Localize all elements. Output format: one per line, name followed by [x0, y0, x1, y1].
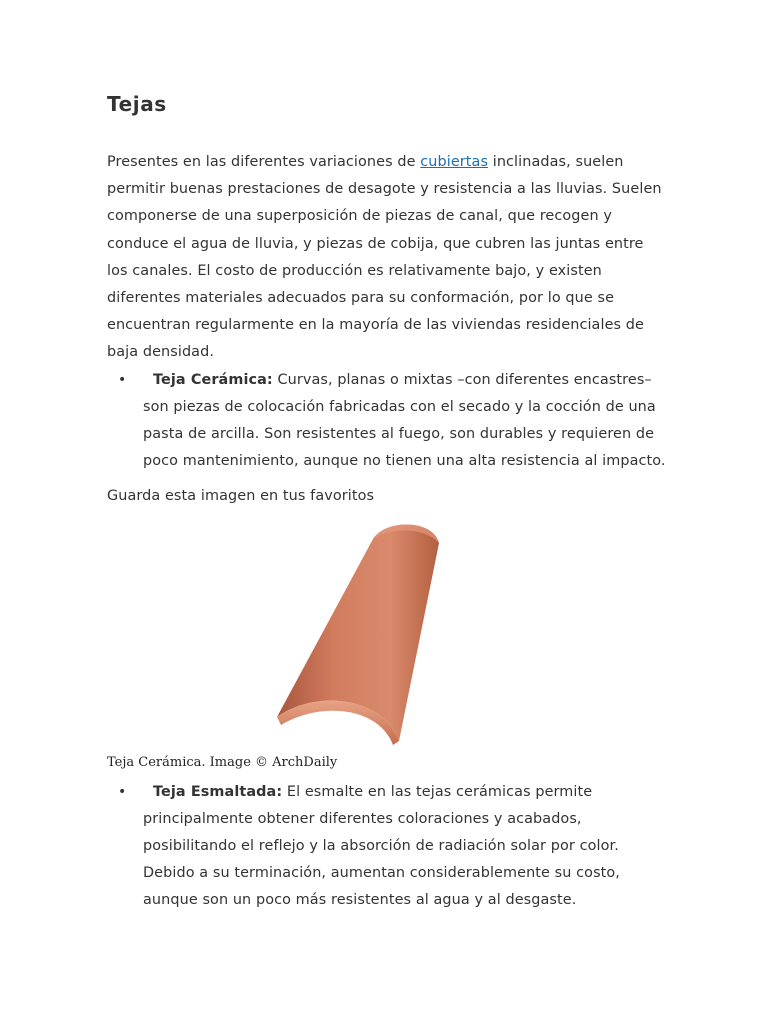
- bullet-text: Curvas, planas o mixtas –con diferentes encastres– son piezas de colocación fabricadas con el secado y la cocción de una pasta de arcilla. Son resistentes al fuego, son durables y requieren de poco mantenimiento, aunque no tienen una alta resistencia al impacto.: [143, 371, 666, 470]
- intro-text-before: Presentes en las diferentes variaciones de: [107, 154, 421, 170]
- image-caption: Teja Cerámica. Image © ArchDaily: [107, 754, 338, 770]
- intro-paragraph: [107, 149, 667, 367]
- bullet-term: Teja Cerámica:: [153, 371, 273, 388]
- bullet-list-ceramica: [107, 367, 667, 476]
- bullet-icon: •: [118, 783, 127, 800]
- bullet-text: El esmalte en las tejas cerámicas permite principalmente obtener diferentes coloraciones y acabados, posibilitando el reflejo y la absorción de radiación solar por color. Debido a su terminación, aumentan considerablemente su costo, aunque son un poco más resistentes al agua y al desgaste.: [143, 783, 620, 909]
- ceramic-roof-tile-icon: [275, 521, 461, 753]
- list-item: [107, 367, 667, 476]
- bullet-list-esmaltada: [107, 779, 667, 915]
- article: [107, 88, 667, 915]
- intro-text-after: inclinadas, suelen permitir buenas prestaciones de desagote y resistencia a las lluvias. Suelen componerse de una superposición de piezas de canal, que recogen y conduce el agua de lluvia, y piezas de cobija, que cubren las juntas entre los canales. El costo de producción es relativamente bajo, y existen diferentes materiales adecuados para su conformación, por lo que se encuentran regularmente en la mayoría de las viviendas residenciales de baja densidad.: [107, 154, 662, 361]
- list-item: [107, 779, 667, 915]
- bullet-term: Teja Esmaltada:: [153, 783, 283, 800]
- cubiertas-link[interactable]: cubiertas: [420, 154, 489, 170]
- bullet-icon: •: [118, 371, 127, 388]
- page-title: Tejas: [107, 92, 167, 116]
- save-to-favorites-text[interactable]: Guarda esta imagen en tus favoritos: [107, 488, 375, 505]
- tile-image: [275, 521, 461, 753]
